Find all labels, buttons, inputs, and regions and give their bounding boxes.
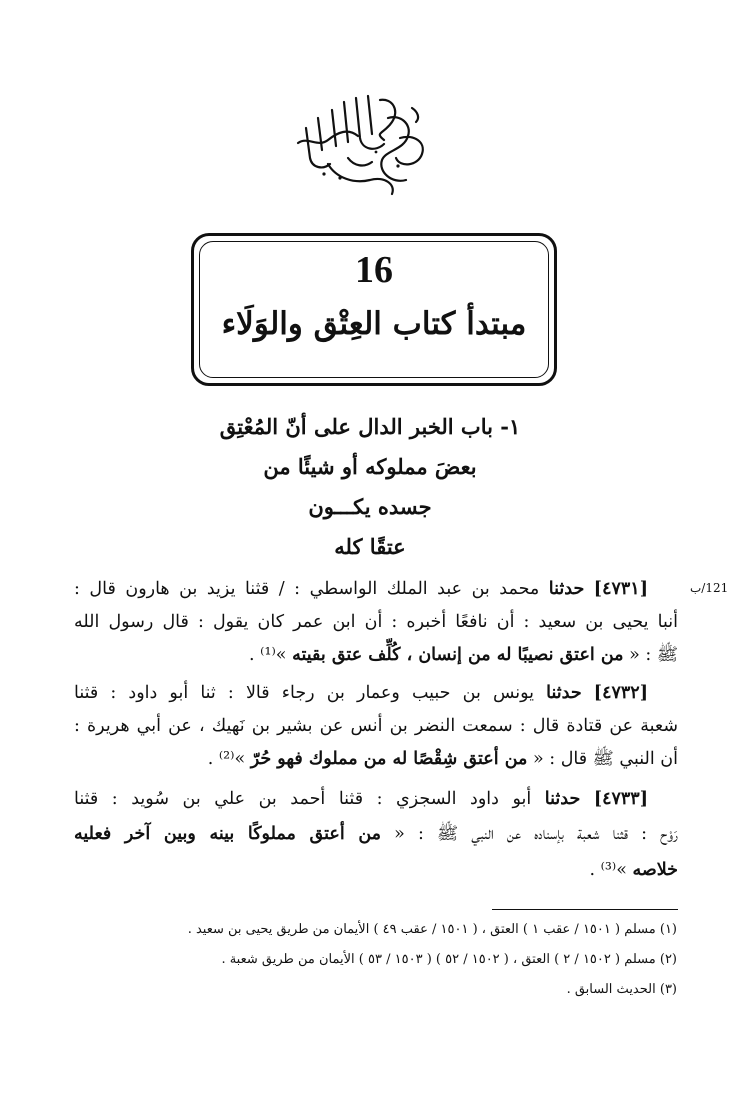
hadith-number: [٤٧٣٢] [593, 683, 648, 703]
hadith-text: »⁽¹⁾ . [249, 645, 287, 665]
book-number: 16 [355, 249, 393, 291]
hadith-number: [٤٧٣٣] [593, 789, 648, 809]
hadith-line [74, 824, 678, 845]
hadith-text: رَوْح : قثنا شعبة بإسناده عن النبي ﷺ : « [394, 824, 678, 844]
hadith-line [74, 645, 678, 666]
basmala-calligraphy-icon [288, 88, 438, 200]
chapter-heading-line: ١- باب الخبر الدال على أنّ المُعْتِق [219, 414, 521, 439]
hadith-text: أن النبي ﷺ قال : « [532, 749, 678, 769]
hadith-lead: حدثنا [544, 789, 581, 809]
book-title-frame [191, 233, 557, 386]
hadith-lead: حدثنا [546, 683, 582, 703]
hadith-matn: من أعتق شِقْصًا له من مملوك فهو حُرّ [250, 749, 528, 769]
hadith-text: ﷺ : « [629, 645, 678, 665]
hadith-lead: حدثنا [548, 579, 585, 599]
chapter-heading-line: عتقًا كله [334, 534, 406, 559]
footnote: (٢) مسلم ( ١٥٠٢ / ٢ ) العتق ، ( ١٥٠٢ / ٥٢ ) ( ١٥٠٣ / ٥٣ ) الأيمان من طريق شعبة . [221, 952, 677, 967]
hadith-line: شعبة عن قتادة قال : سمعت النضر بن أنس عن بشير بن نَهيك ، عن أبي هريرة : [74, 716, 678, 736]
hadith-line [74, 749, 678, 770]
hadith-matn: من اعتق نصيبًا له من إنسان ، كُلِّف عتق بقيته [292, 645, 624, 665]
hadith-text: »⁽³⁾ . [589, 860, 627, 880]
hadith-line [74, 683, 648, 704]
footnote: (١) مسلم ( ١٥٠١ / عقب ١ ) العتق ، ( ١٥٠١ / عقب ٤٩ ) الأيمان من طريق يحيى بن سعيد . [187, 922, 677, 937]
hadith-number: [٤٧٣١] [593, 579, 648, 599]
hadith-text: يونس بن حبيب وعمار بن رجاء قالا : ثنا أبو داود : قثنا [74, 683, 535, 703]
hadith-matn: من أعتق مملوكًا بينه وبين آخر فعليه [74, 824, 382, 844]
footnote-divider [492, 909, 678, 910]
chapter-heading-line: جسده يكـــون [308, 494, 432, 519]
footnote: (٣) الحديث السابق . [566, 982, 677, 997]
book-title: مبتدأ كتاب العِتْق والوَلَاء [221, 306, 527, 342]
hadith-text: أبو داود السجزي : قثنا أحمد بن علي بن سُويد : قثنا [74, 789, 532, 809]
chapter-heading-line: بعضَ مملوكه أو شيئًا من [263, 454, 477, 479]
hadith-line [74, 579, 648, 600]
hadith-matn: خلاصه [632, 860, 678, 880]
hadith-line: أنبا يحيى بن سعيد : أن نافعًا أخبره : أن ابن عمر كان يقول : قال رسول الله [74, 612, 678, 632]
hadith-text: »⁽²⁾ . [207, 749, 246, 769]
hadith-line [74, 860, 678, 881]
folio-margin-note: 121/ب [690, 581, 729, 595]
hadith-text: محمد بن عبد الملك الواسطي : / قثنا يزيد بن هارون قال : [74, 579, 540, 599]
hadith-line [74, 789, 648, 810]
